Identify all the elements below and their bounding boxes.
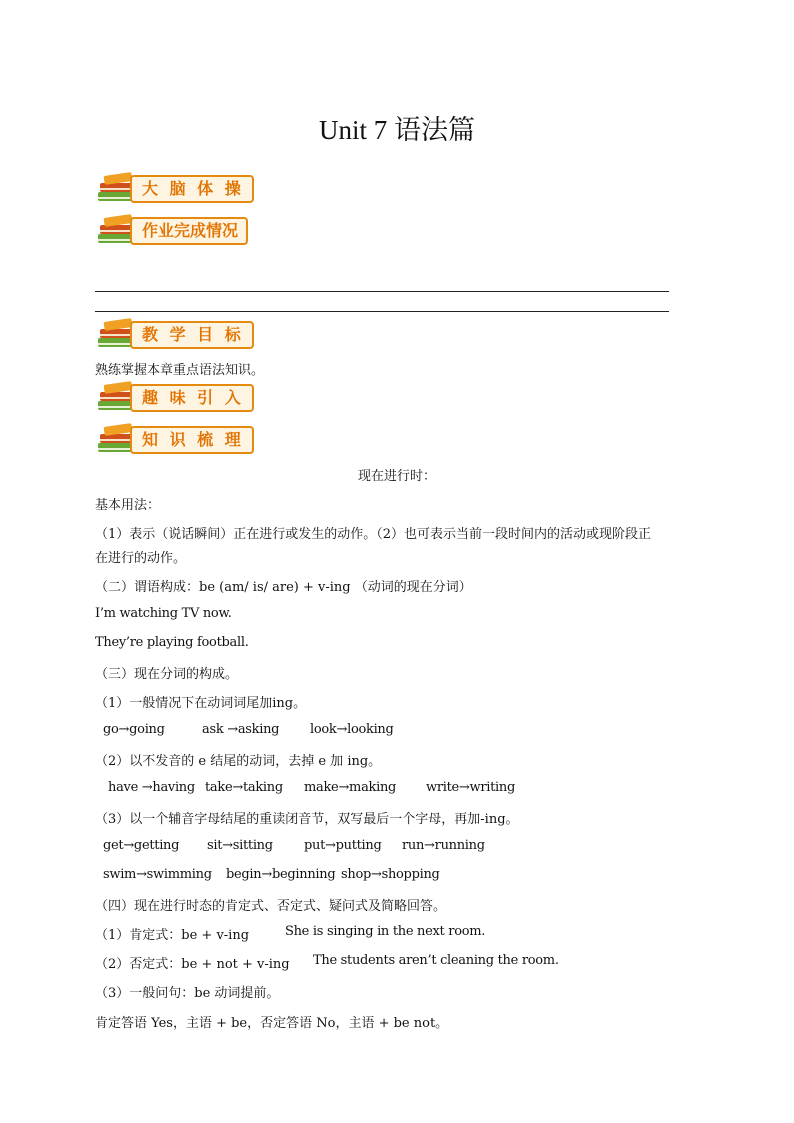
rule-2-example: have →having bbox=[108, 780, 195, 795]
rule-3-example: put→putting bbox=[304, 838, 382, 853]
answer-line-2 bbox=[95, 311, 669, 312]
rule-2-example: make→making bbox=[304, 780, 397, 795]
rule-3-example: begin→beginning bbox=[226, 867, 336, 882]
rule-2-example: write→writing bbox=[426, 780, 515, 795]
negative-example: The students aren’t cleaning the room. bbox=[313, 953, 559, 968]
affirmative-form: （1）肯定式：be + v-ing bbox=[95, 928, 250, 943]
affirmative-example: She is singing in the next room. bbox=[285, 924, 486, 939]
basic-usage-label: 基本用法： bbox=[95, 498, 161, 513]
rule-1-example: look→looking bbox=[310, 722, 394, 737]
predicate-rule: （二）谓语构成：be (am/ is/ are) + v-ing （动词的现在分词） bbox=[95, 580, 472, 595]
rule-3-example: swim→swimming bbox=[103, 867, 212, 882]
rule-1-example: ask →asking bbox=[202, 722, 280, 737]
short-answer-rule: 肯定答语 Yes，主语 + be，否定答语 No，主语 + be not。 bbox=[95, 1016, 449, 1031]
rule-3-example: run→running bbox=[402, 838, 485, 853]
banner-fun-intro-label: 趣 味 引 入 bbox=[130, 384, 254, 412]
rule-2: （2）以不发音的 e 结尾的动词，去掉 e 加 ing。 bbox=[95, 754, 382, 769]
banner-teaching-goals-label: 教 学 目 标 bbox=[130, 321, 254, 349]
rule-1-example: go→going bbox=[103, 722, 165, 737]
example-sentence-2: They’re playing football. bbox=[95, 635, 249, 650]
page-title: Unit 7 语法篇 bbox=[318, 115, 475, 145]
example-sentence-1: I’m watching TV now. bbox=[95, 606, 232, 621]
rule-2-example: take→taking bbox=[205, 780, 283, 795]
answer-line-1 bbox=[95, 291, 669, 292]
rule-3-example: sit→sitting bbox=[207, 838, 273, 853]
rule-1: （1）一般情况下在动词词尾加ing。 bbox=[95, 696, 307, 711]
participle-title: （三）现在分词的构成。 bbox=[95, 667, 239, 682]
banner-brain-exercise-label: 大 脑 体 操 bbox=[130, 175, 254, 203]
negative-form: （2）否定式：be + not + v-ing bbox=[95, 957, 290, 972]
banner-knowledge-review-label: 知 识 梳 理 bbox=[130, 426, 254, 454]
rule-3: （3）以一个辅音字母结尾的重读闭音节，双写最后一个字母，再加-ing。 bbox=[95, 812, 519, 827]
question-form: （3）一般问句：be 动词提前。 bbox=[95, 986, 280, 1001]
goal-text: 熟练掌握本章重点语法知识。 bbox=[95, 363, 265, 378]
usage-line-2: 在进行的动作。 bbox=[95, 551, 187, 566]
rule-3-example: shop→shopping bbox=[341, 867, 440, 882]
rule-3-example: get→getting bbox=[103, 838, 180, 853]
section-heading: 现在进行时： bbox=[357, 469, 436, 484]
usage-line-1: （1）表示（说话瞬间）正在进行或发生的动作。（2）也可表示当前一段时间内的活动或现阶段正 bbox=[95, 527, 652, 542]
forms-title: （四）现在进行时态的肯定式、否定式、疑问式及简略回答。 bbox=[95, 899, 447, 914]
banner-homework-status-label: 作业完成情况 bbox=[130, 217, 248, 245]
